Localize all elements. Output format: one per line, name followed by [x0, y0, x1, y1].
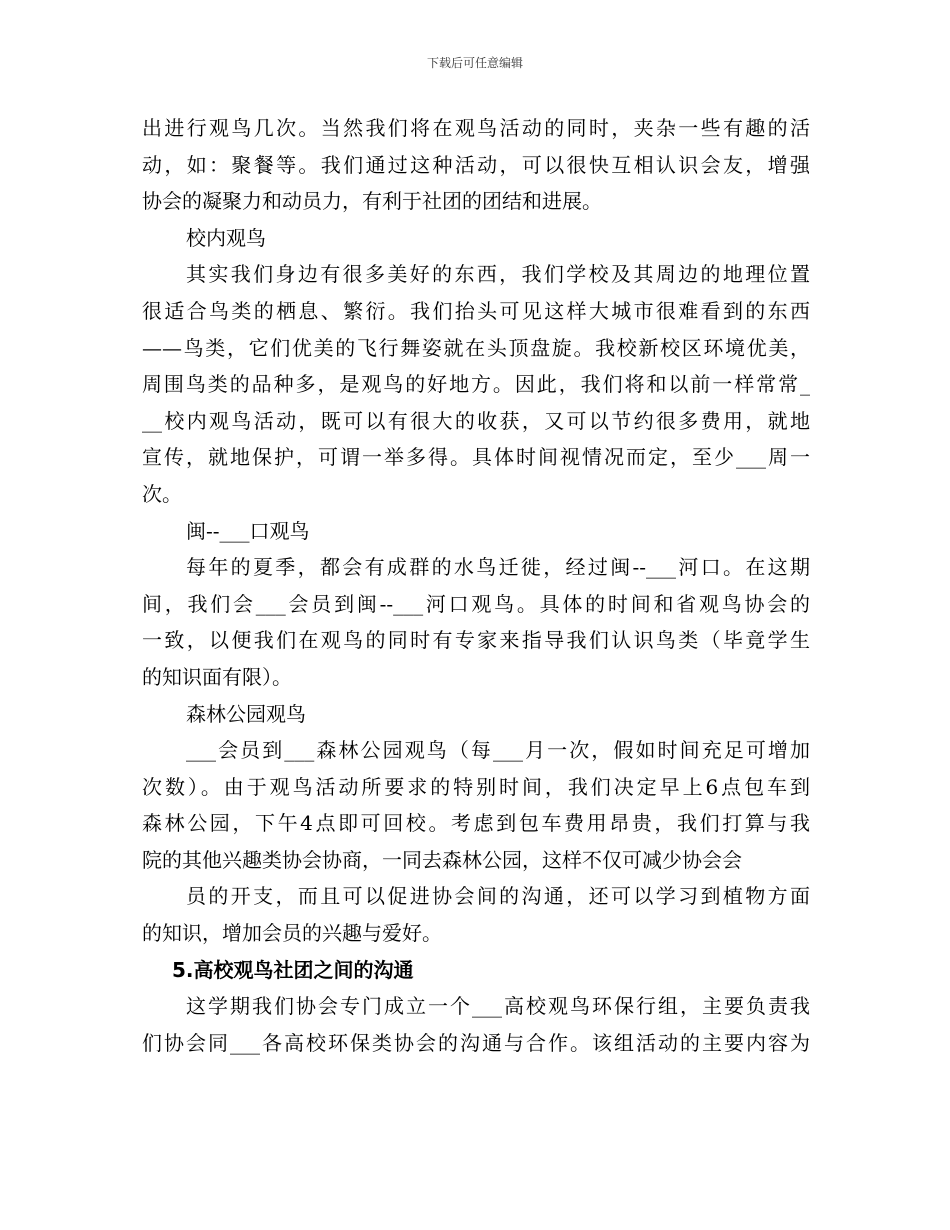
text-line: 其实我们身边有很多美好的东西，我们学校及其周边的地理位置	[186, 262, 810, 287]
text-line: 森林公园观鸟	[186, 701, 306, 726]
text-line: 次数）。由于观鸟活动所要求的特别时间，我们决定早上6点包车到	[142, 774, 810, 799]
text-line: 出进行观鸟几次。当然我们将在观鸟活动的同时，夹杂一些有趣的活	[142, 116, 810, 140]
text-line: 的知识，增加会员的兴趣与爱好。	[142, 921, 442, 946]
text-line: 一致，以便我们在观鸟的同时有专家来指导我们认识鸟类（毕竟学生	[142, 628, 810, 653]
text-line: 院的其他兴趣类协会协商，一同去森林公园，这样不仅可减少协会会	[142, 847, 742, 872]
text-line: 校内观鸟	[186, 225, 266, 250]
text-line: 5.高校观鸟社团之间的沟通	[172, 957, 414, 982]
document-body	[142, 110, 810, 1061]
text-line: 协会的凝聚力和动员力，有利于社团的团结和进展。	[142, 189, 602, 214]
text-line: ___会员到___森林公园观鸟（每___月一次，假如时间充足可增加	[186, 738, 810, 763]
text-line: 这学期我们协会专门成立一个___高校观鸟环保行组，主要负责我	[186, 994, 810, 1019]
text-line: 动，如：聚餐等。我们通过这种活动，可以很快互相认识会友，增强	[142, 152, 810, 177]
text-line: 宣传，就地保护，可谓一举多得。具体时间视情况而定，至少___周一	[142, 445, 810, 470]
text-line: 的知识面有限）。	[142, 664, 292, 689]
text-line: 们协会同___各高校环保类协会的沟通与合作。该组活动的主要内容为	[142, 1030, 810, 1055]
text-line: 次。	[142, 481, 182, 506]
text-line: __校内观鸟活动，既可以有很大的收获，又可以节约很多费用，就地	[142, 408, 810, 433]
text-line: 每年的夏季，都会有成群的水鸟迁徙，经过闽--___河口。在这期	[186, 555, 810, 580]
text-line: 森林公园，下午4点即可回校。考虑到包车费用昂贵，我们打算与我	[142, 811, 810, 836]
text-line: 周围鸟类的品种多，是观鸟的好地方。因此，我们将和以前一样常常_	[142, 372, 810, 397]
page-header-note: 下载后可任意编辑	[426, 56, 523, 70]
text-line: ——鸟类，它们优美的飞行舞姿就在头顶盘旋。我校新校区环境优美，	[142, 335, 810, 360]
text-line: 员的开支，而且可以促进协会间的沟通，还可以学习到植物方面	[186, 884, 810, 909]
text-line: 很适合鸟类的栖息、繁衍。我们抬头可见这样大城市很难看到的东西	[142, 298, 810, 323]
text-line: 间，我们会___会员到闽--___河口观鸟。具体的时间和省观鸟协会的	[142, 591, 810, 616]
text-line: 闽--___口观鸟	[186, 518, 310, 543]
